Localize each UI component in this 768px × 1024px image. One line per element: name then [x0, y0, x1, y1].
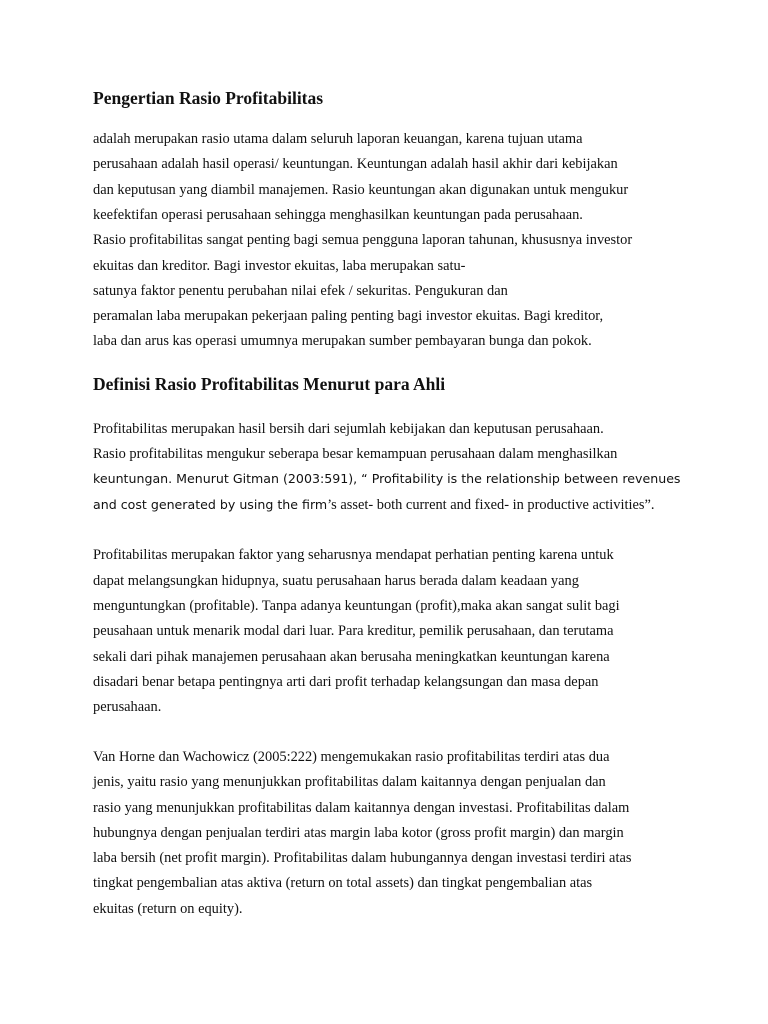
text-line: peramalan laba merupakan pekerjaan paling penting bagi investor ekuitas. Bagi kreditor,: [93, 308, 604, 324]
text-line: keefektifan operasi perusahaan sehingga menghasilkan keuntungan pada perusahaan.: [93, 207, 583, 223]
text-line-quote: [93, 470, 681, 488]
text-run: “ Profitability is the relationship between revenues: [361, 471, 681, 486]
text-line-quote: [93, 496, 654, 514]
text-line: jenis, yaitu rasio yang menunjukkan profitabilitas dalam kaitannya dengan penjualan dan: [93, 774, 606, 790]
text-line: satunya faktor penentu perubahan nilai efek / sekuritas. Pengukuran dan: [93, 283, 508, 299]
section-heading-definisi: Definisi Rasio Profitabilitas Menurut para Ahli: [93, 374, 446, 394]
text-line: hubungnya dengan penjualan terdiri atas margin laba kotor (gross profit margin) dan margin: [93, 825, 624, 841]
text-line: dapat melangsungkan hidupnya, suatu perusahaan harus berada dalam keadaan yang: [93, 573, 579, 589]
text-line: disadari benar betapa pentingnya arti dari profit terhadap kelangsungan dan masa depan: [93, 674, 599, 690]
text-run: ’s asset- both current and fixed- in productive activities: [327, 497, 645, 513]
text-line: perusahaan adalah hasil operasi/ keuntungan. Keuntungan adalah hasil akhir dari kebijakan: [93, 156, 618, 172]
text-line: perusahaan.: [93, 699, 162, 715]
text-line: Rasio profitabilitas mengukur seberapa besar kemampuan perusahaan dalam menghasilkan: [93, 446, 618, 462]
text-run: ”.: [644, 497, 655, 513]
text-run: and cost generated by using the firm: [93, 497, 328, 512]
text-line: Profitabilitas merupakan faktor yang seharusnya mendapat perhatian penting karena untuk: [93, 547, 614, 563]
text-line: rasio yang menunjukkan profitabilitas dalam kaitannya dengan investasi. Profitabilitas dalam: [93, 800, 630, 816]
text-line: laba bersih (net profit margin). Profitabilitas dalam hubungannya dengan investasi terdiri atas: [93, 850, 632, 866]
text-line: ekuitas dan kreditor. Bagi investor ekuitas, laba merupakan satu-: [93, 258, 466, 274]
text-line: Rasio profitabilitas sangat penting bagi semua pengguna laporan tahunan, khususnya investor: [93, 232, 633, 248]
section-heading-pengertian: Pengertian Rasio Profitabilitas: [93, 88, 324, 108]
text-line: dan keputusan yang diambil manajemen. Rasio keuntungan akan digunakan untuk mengukur: [93, 182, 629, 198]
text-line: tingkat pengembalian atas aktiva (return on total assets) dan tingkat pengembalian atas: [93, 875, 593, 891]
text-line: adalah merupakan rasio utama dalam seluruh laporan keuangan, karena tujuan utama: [93, 131, 583, 147]
text-line: Profitabilitas merupakan hasil bersih dari sejumlah kebijakan dan keputusan perusahaan.: [93, 421, 604, 437]
text-line: sekali dari pihak manajemen perusahaan akan berusaha meningkatkan keuntungan karena: [93, 649, 610, 665]
text-line: ekuitas (return on equity).: [93, 901, 243, 917]
text-run: keuntungan. Menurut Gitman (2003:591),: [93, 471, 362, 486]
text-line: menguntungkan (profitable). Tanpa adanya keuntungan (profit),maka akan sangat sulit bagi: [93, 598, 620, 614]
text-line: laba dan arus kas operasi umumnya merupakan sumber pembayaran bunga dan pokok.: [93, 333, 592, 349]
text-line: Van Horne dan Wachowicz (2005:222) mengemukakan rasio profitabilitas terdiri atas dua: [93, 749, 610, 765]
text-line: peusahaan untuk menarik modal dari luar. Para kreditur, pemilik perusahaan, dan terutama: [93, 623, 614, 639]
